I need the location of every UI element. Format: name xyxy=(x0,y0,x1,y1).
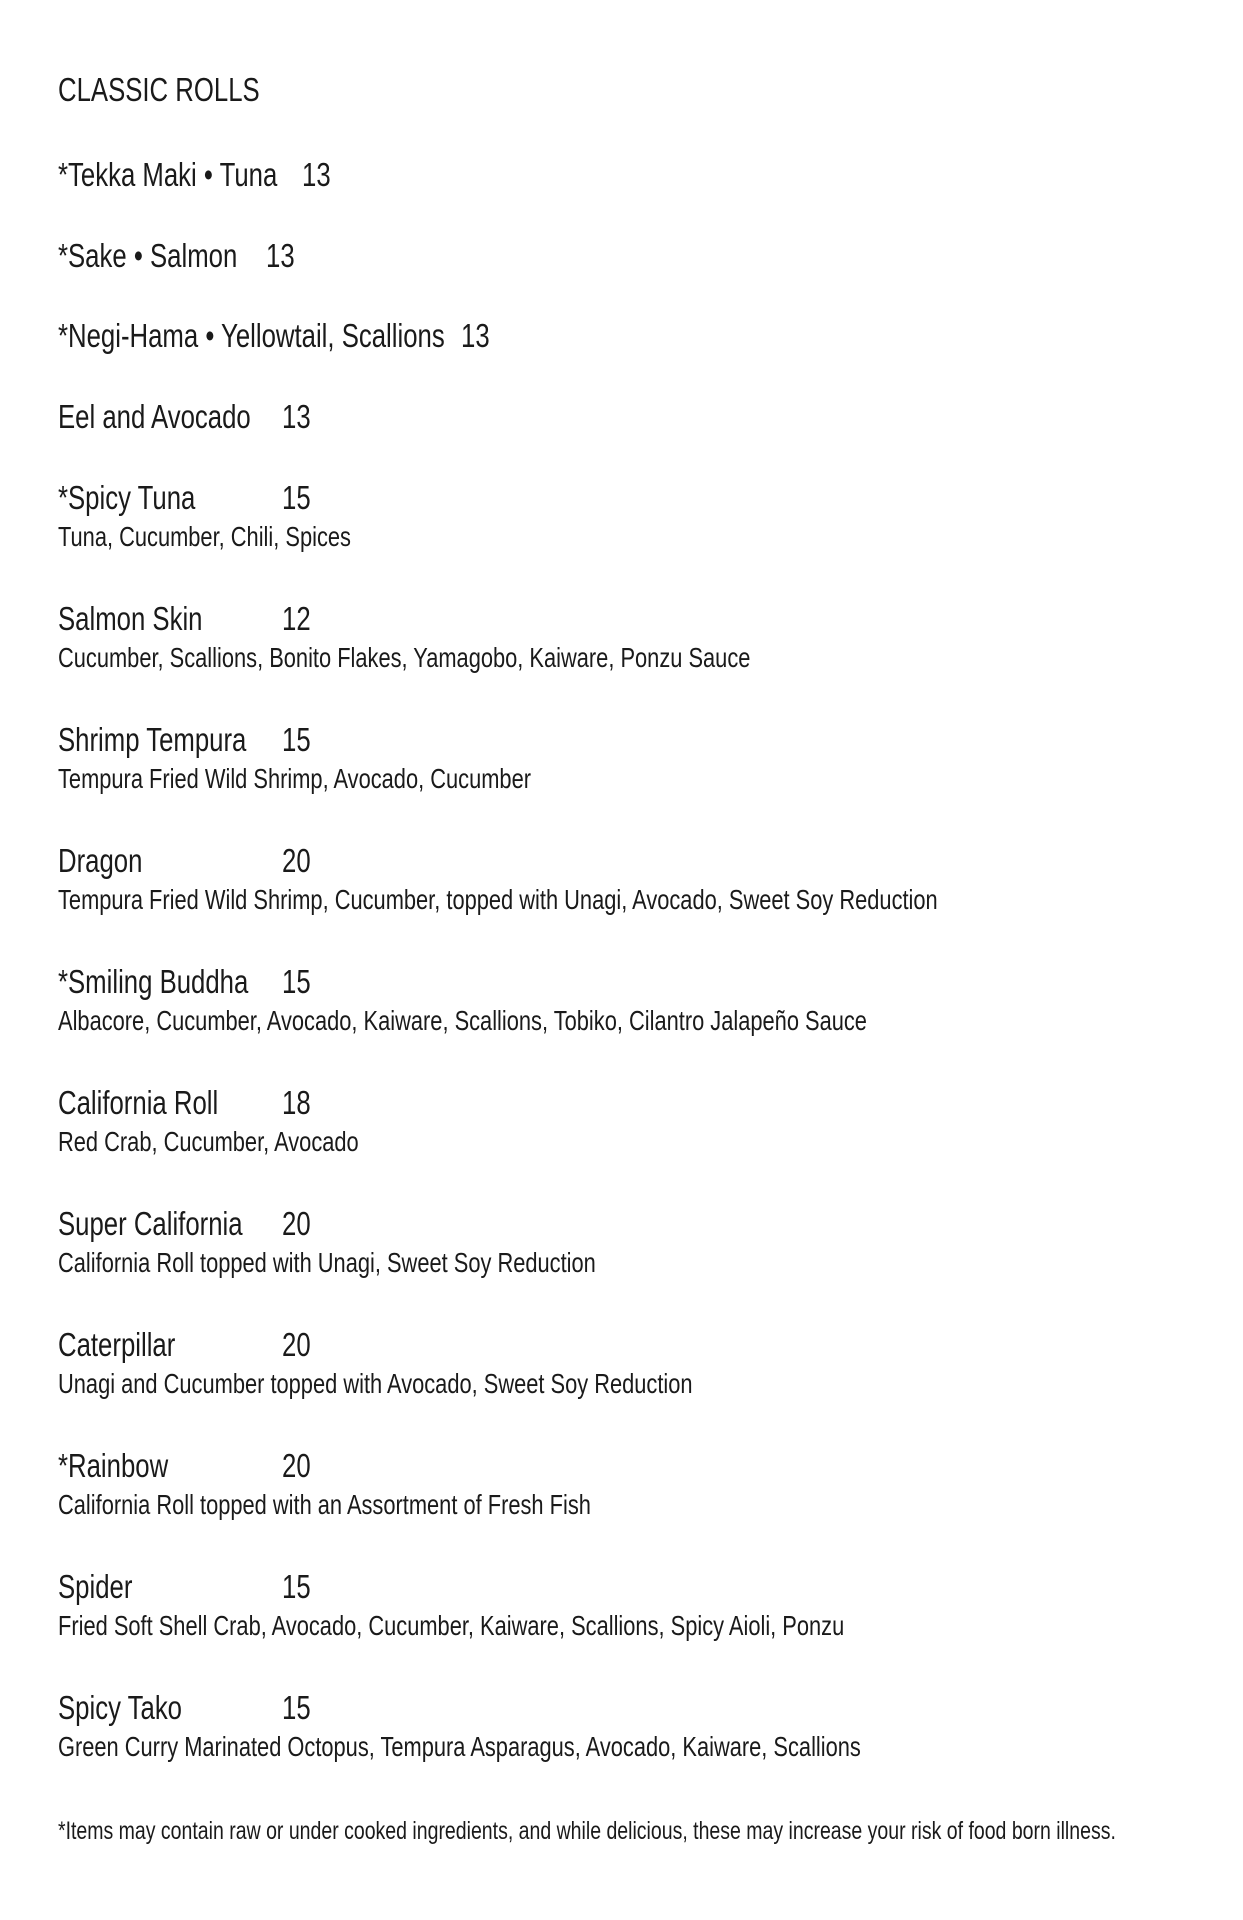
menu-item-name: Super California xyxy=(58,1205,243,1242)
menu-section-title-text: CLASSIC ROLLS xyxy=(58,71,260,108)
menu-item xyxy=(58,316,1208,356)
menu-item-price: 13 xyxy=(461,317,490,354)
menu-item-description: California Roll topped with Unagi, Sweet Soy Reduction xyxy=(58,1247,596,1278)
menu-item xyxy=(58,1204,1208,1280)
menu-item-name: *Smiling Buddha xyxy=(58,963,249,1000)
menu-item-name: Shrimp Tempura xyxy=(58,721,247,758)
menu-item-price: 15 xyxy=(282,1689,311,1726)
menu-item-name: *Tekka Maki • Tuna xyxy=(58,156,278,193)
menu-item-price: 15 xyxy=(282,479,311,516)
menu-item-name: *Sake • Salmon xyxy=(58,237,238,274)
menu-item xyxy=(58,1083,1208,1159)
menu-item-name: Eel and Avocado xyxy=(58,398,251,435)
menu-item-price: 20 xyxy=(282,1205,311,1242)
allergy-footnote-text: *Items may contain raw or under cooked ingredients, and while delicious, these may increase your risk of food born illness. xyxy=(58,1817,1116,1845)
menu-item-description: Cucumber, Scallions, Bonito Flakes, Yamagobo, Kaiware, Ponzu Sauce xyxy=(58,642,751,673)
menu-item-name: Spider xyxy=(58,1568,133,1605)
menu-item xyxy=(58,1567,1208,1643)
menu-item-price: 20 xyxy=(282,1326,311,1363)
menu-item-name: Dragon xyxy=(58,842,143,879)
menu-item-description: Tuna, Cucumber, Chili, Spices xyxy=(58,521,351,552)
menu-item-description: Tempura Fried Wild Shrimp, Cucumber, topped with Unagi, Avocado, Sweet Soy Reduction xyxy=(58,884,938,915)
menu-item-description: Tempura Fried Wild Shrimp, Avocado, Cucumber xyxy=(58,763,531,794)
menu-item-name: California Roll xyxy=(58,1084,219,1121)
menu-item xyxy=(58,1688,1208,1764)
allergy-footnote xyxy=(58,1816,1243,1846)
menu-item-price: 15 xyxy=(282,721,311,758)
menu-item-price: 13 xyxy=(282,398,311,435)
menu-item xyxy=(58,397,1208,437)
menu-item-description: California Roll topped with an Assortment of Fresh Fish xyxy=(58,1489,591,1520)
menu-item-price: 18 xyxy=(282,1084,311,1121)
menu-item-name: Caterpillar xyxy=(58,1326,176,1363)
menu-item-name: Spicy Tako xyxy=(58,1689,183,1726)
menu-item xyxy=(58,720,1208,796)
menu-item-price: 13 xyxy=(302,156,331,193)
menu-item-name: *Negi-Hama • Yellowtail, Scallions xyxy=(58,317,445,354)
menu-item xyxy=(58,962,1208,1038)
menu-item xyxy=(58,236,1208,276)
menu-item xyxy=(58,599,1208,675)
menu-item xyxy=(58,1325,1208,1401)
menu-item-price: 20 xyxy=(282,842,311,879)
menu-section-title xyxy=(58,70,317,110)
menu-item-price: 13 xyxy=(266,237,295,274)
menu-item-price: 15 xyxy=(282,1568,311,1605)
menu-item-name: *Rainbow xyxy=(58,1447,169,1484)
menu-item-price: 12 xyxy=(282,600,311,637)
menu-item-name: Salmon Skin xyxy=(58,600,203,637)
menu-item xyxy=(58,478,1208,554)
menu-item-name: *Spicy Tuna xyxy=(58,479,196,516)
menu-item-description: Green Curry Marinated Octopus, Tempura Asparagus, Avocado, Kaiware, Scallions xyxy=(58,1731,861,1762)
menu-item-price: 15 xyxy=(282,963,311,1000)
menu-item-price: 20 xyxy=(282,1447,311,1484)
menu-item xyxy=(58,155,1208,195)
menu-item-description: Red Crab, Cucumber, Avocado xyxy=(58,1126,359,1157)
menu-item-description: Unagi and Cucumber topped with Avocado, Sweet Soy Reduction xyxy=(58,1368,693,1399)
menu-item xyxy=(58,1446,1208,1522)
menu-item-description: Albacore, Cucumber, Avocado, Kaiware, Scallions, Tobiko, Cilantro Jalapeño Sauce xyxy=(58,1005,867,1036)
menu-item-description: Fried Soft Shell Crab, Avocado, Cucumber, Kaiware, Scallions, Spicy Aioli, Ponzu xyxy=(58,1610,845,1641)
menu-item xyxy=(58,841,1208,917)
